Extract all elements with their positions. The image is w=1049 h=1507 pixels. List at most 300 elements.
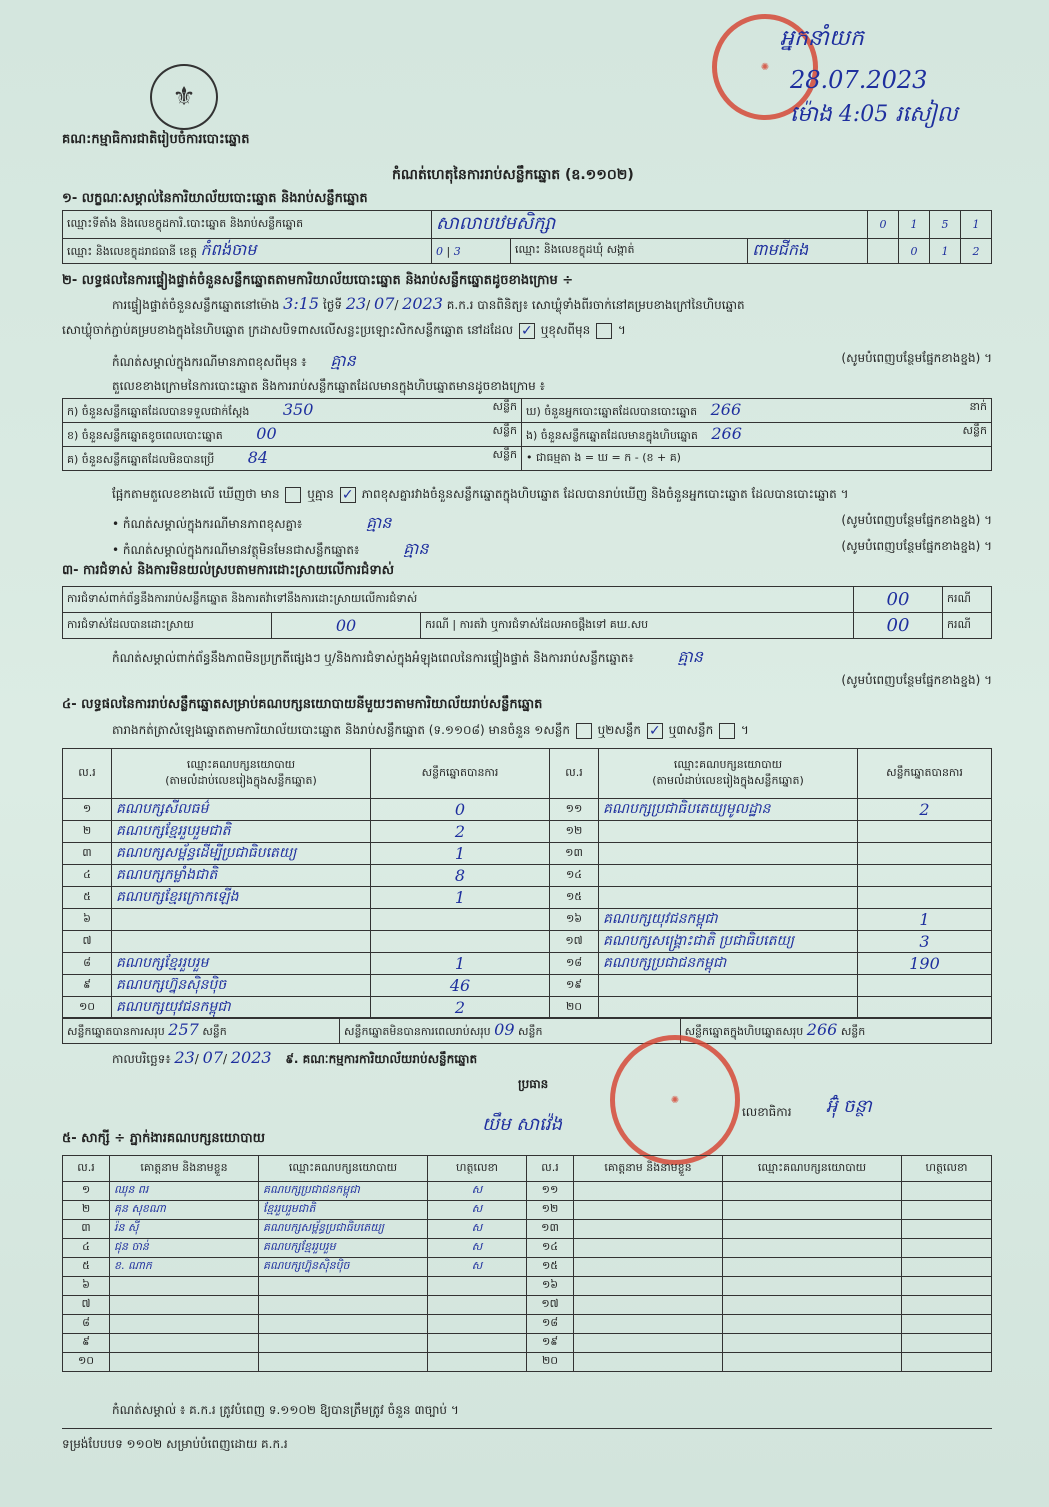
col-no: ល.រ [550,749,599,799]
verify-date-label: ថ្ងៃទី [322,298,342,312]
party-name [599,821,858,843]
footer-text: ទម្រង់បែបបទ ១១០២ សម្រាប់បំពេញដោយ គ.ក.រ [62,1437,288,1451]
row-no: ១៨ [550,953,599,975]
row-no: ១៥ [527,1258,574,1277]
witness-signature [428,1277,527,1296]
results-row [63,953,992,975]
bullet1-value: គ្មាន [366,513,392,532]
party-votes: 3 [858,931,992,953]
witness-party [259,1353,428,1372]
party-votes: 1 [371,887,550,909]
witness-row [63,1258,992,1277]
received-date: 28.07.2023 [790,66,928,94]
row-no: ១៨ [527,1315,574,1334]
station-label: ឈ្មោះទីតាំង និងលេខក្ខុដការិ.បោះឆ្នោត និងរាប់សន្លឹកឆ្នោត [63,211,432,239]
compare-line [112,486,849,504]
count-e-label: ង) ចំនួនសន្លឹកឆ្នោតដែលមានក្នុងហិបឆ្នោត [526,429,698,442]
witness-name [574,1182,723,1201]
total-invalid-value: 09 [494,1020,515,1039]
row-no: ២ [63,1201,110,1220]
party-votes: 190 [858,953,992,975]
col-sign: ហត្ថលេខា [902,1156,992,1182]
row-no: ១៣ [550,843,599,865]
verify-line: ការផ្ទៀងផ្ទាត់ចំនួនសន្លឹកឆ្នោតនៅម៉ោង 3:15 ថ្ងៃទី 23/ 07/ 2023 គ.ក.រ បានពិនិត្យ៖ សោឃ្លុំទាំងពីរចាក់នៅគម្របខាងក្រៅនៃហិបឆ្នោត [112,294,745,313]
formula: • ជាធម្មតា ង = ឃ = ក - (ខ + គ) [522,447,992,471]
witness-signature [428,1296,527,1315]
results-row [63,931,992,953]
province-code-digit: 0 [436,244,443,258]
damaged-label: ឬខុសពីមុន [540,323,591,337]
signing-month: 07 [202,1048,223,1067]
witness-party [259,1277,428,1296]
damaged-checkbox[interactable] [596,323,612,339]
row-no: ៥ [63,887,112,909]
row-no: ៨ [63,1315,110,1334]
witness-row [63,1315,992,1334]
official-seal-bottom: ✺ [610,1035,740,1165]
counts-table [62,398,992,471]
counts-intro: តួលេខខាងក្រោមនៃការបោះឆ្នោត និងការរាប់សន្លឹកឆ្នោតដែលមានក្នុងហិបឆ្នោតមានដូចខាងក្រោម ៖ [112,379,545,393]
col-name: គោត្តនាម និងនាមខ្លួន [574,1156,723,1182]
commune-value: ពាមជីកង [748,239,868,264]
complaint-note-hint: (សូមបំពេញបន្ថែមផ្នែកខាងខ្នង) ។ [841,673,992,687]
witness-signature: ស [428,1201,527,1220]
witness-name [574,1353,723,1372]
party-name [599,975,858,997]
unit-label: សន្លឹក [518,1025,543,1038]
witness-party: ខ្មែររួបរួមជាតិ [259,1201,428,1220]
row-no: ១១ [550,799,599,821]
witness-name [110,1277,259,1296]
verify-para1: គ.ក.រ បានពិនិត្យ៖ សោឃ្លុំទាំងពីរចាក់នៅគម្របខាងក្រៅនៃហិបឆ្នោត [446,298,745,312]
col-party: ឈ្មោះគណបក្សនយោបាយ [259,1156,428,1182]
note1-label: កំណត់សម្គាល់ក្នុងករណីមានភាពខុសពីមុន ៖ [112,355,307,369]
party-votes [858,997,992,1019]
witness-name: រ៉ន ស៊ី [110,1220,259,1239]
col-party: ឈ្មោះគណបក្សនយោបាយ [186,757,296,771]
form-title: កំណត់ហេតុនៃការរាប់សន្លឹកឆ្នោត (ឧ.១១០២) [392,167,634,183]
witness-signature [902,1220,992,1239]
secretary-label: លេខាធិការ [742,1105,792,1119]
row-no: ១៩ [527,1334,574,1353]
verify-time-label: ការផ្ទៀងផ្ទាត់ចំនួនសន្លឹកឆ្នោតនៅម៉ោង [112,298,280,312]
complaint-r2b-value: 00 [854,613,943,639]
count-d-value: 266 [710,400,742,419]
results-body [63,799,992,1019]
witness-name: ជុន ចាន់ [110,1239,259,1258]
party-name [599,865,858,887]
row-no: ១៥ [550,887,599,909]
results-row [63,997,992,1019]
no-diff-label: ឬគ្មាន [307,487,334,501]
three-sheet-label: ឬ៣សន្លឹក [668,723,714,737]
row-no: ១២ [550,821,599,843]
signing-day: 23 [174,1048,195,1067]
party-votes [858,975,992,997]
witness-signature: ស [428,1239,527,1258]
witness-party [723,1239,902,1258]
witness-name [110,1296,259,1315]
count-b-value: 00 [256,424,277,443]
row-no: ៤ [63,865,112,887]
witness-note: កំណត់សម្គាល់ ៖ គ.ក.រ ត្រូវបំពេញ ទ.១១០២ ឱ្យបានត្រឹមត្រូវ ចំនួន ៣ច្បាប់ ។ [112,1403,459,1417]
total-valid-value: 257 [168,1020,199,1039]
complaint-r1-label: ការជំទាស់ពាក់ព័ន្ធនឹងការរាប់សន្លឹកឆ្នោត និងការតវ៉ាទៅនឹងការដោះស្រាយលើការជំទាស់ [63,587,854,613]
complaint-note-value: គ្មាន [677,647,703,666]
witness-party [259,1315,428,1334]
witness-name [574,1258,723,1277]
witness-party [723,1258,902,1277]
witness-row [63,1296,992,1315]
note1-value: គ្មាន [330,351,356,370]
row-no: ១៣ [527,1220,574,1239]
party-name [599,843,858,865]
row-no: ១៤ [550,865,599,887]
results-row [63,887,992,909]
witness-signature [902,1201,992,1220]
unit-label: សន្លឹក [492,424,517,437]
witness-signature [902,1258,992,1277]
col-sign: ហត្ថលេខា [428,1156,527,1182]
commune-code-digit: 2 [961,239,992,264]
witness-name [574,1220,723,1239]
row-no: ១ [63,799,112,821]
witness-signature [902,1182,992,1201]
party-votes: 1 [858,909,992,931]
bullet2-line [112,538,992,562]
row-no: ២០ [550,997,599,1019]
row-no: ១៦ [527,1277,574,1296]
three-sheet-checkbox[interactable] [719,723,735,739]
party-name: គណបក្សប្រជាជនកម្ពុជា [599,953,858,975]
chair-label: ប្រធាន [518,1077,549,1091]
bullet1-hint: (សូមបំពេញបន្ថែមផ្នែកខាងខ្នង) ។ [841,513,992,527]
tally-sheets-line: តារាងកត់ត្រាសំឡេងឆ្នោតតាមការិយាល័យបោះឆ្នោត និងរាប់សន្លឹកឆ្នោត (ទ.១១០៨) មានចំនួន ១សន្លឹក ឬ២សន្លឹក ✓ ឬ៣សន្លឹក ។ [112,722,749,739]
col-votes: សន្លឹកឆ្នោតបានការ [371,749,550,799]
results-row [63,843,992,865]
row-no: ២០ [527,1353,574,1372]
unit-case: ករណី [943,613,992,639]
bullet2-value: គ្មាន [403,539,429,558]
seal-line: សោឃ្លុំចាក់ភ្ជាប់គម្របខាងក្នុងនៃហិបឆ្នោត ក្រដាសបិទពាសលើសន្លះប្រឡោះសិកសន្លឹកឆ្នោត នៅដដែល ✓ ឬខុសពីមុន ។ [62,322,626,339]
section4-heading: ៤- លទ្ធផលនៃការរាប់សន្លឹកឆ្នោតសម្រាប់គណបក្សនយោបាយនីមួយៗតាមការិយាល័យរាប់សន្លឹកឆ្នោត [62,697,543,712]
total-box-label: សន្លឹកឆ្នោតក្នុងហិបឆ្នោតសរុប [684,1025,804,1038]
witness-party [723,1182,902,1201]
witness-name [110,1334,259,1353]
count-d-label: ឃ) ចំនួនអ្នកបោះឆ្នោតដែលបានបោះឆ្នោត [526,405,698,418]
row-no: ១១ [527,1182,574,1201]
party-name: គណបក្សខ្មែររួបរួម [112,953,371,975]
row-no: ១៧ [527,1296,574,1315]
witness-table [62,1155,992,1372]
witness-name [574,1239,723,1258]
results-row [63,799,992,821]
section5-heading: ៥- សាក្សី ÷ ភ្នាក់ងារគណបក្សនយោបាយ [62,1131,265,1146]
party-votes: 2 [858,799,992,821]
complaint-r2b-label: ការតវ៉ា ឬការជំទាស់ដែលអាចផ្តឹងទៅ គឃ.សប [459,617,649,631]
party-name: គណបក្សសម្ព័ន្ធដើម្បីប្រជាធិបតេយ្យ [112,843,371,865]
verify-time-value: 3:15 [283,294,320,313]
unit-label: សន្លឹក [492,448,517,461]
bullet1-line [112,512,992,536]
row-no: ៣ [63,1220,110,1239]
station-code-digit: 1 [961,211,992,239]
witness-name [574,1201,723,1220]
commune-label: ឈ្មោះ និងលេខក្ខុដឃុំ សង្កាត់ [511,239,748,264]
intact-checkbox[interactable]: ✓ [519,323,535,339]
section2-heading: ២- លទ្ធផលនៃការផ្ទៀងផ្ទាត់ចំនួនសន្លឹកឆ្នោតតាមការិយាល័យបោះឆ្នោត និងរាប់សន្លឹកឆ្នោតដូចខាងក្រោម ÷ [62,273,574,288]
witness-signature [902,1239,992,1258]
party-votes: 1 [371,953,550,975]
party-name [112,931,371,953]
row-no: ៩ [63,1334,110,1353]
count-a-value: 350 [282,400,314,419]
witness-name [574,1277,723,1296]
col-party: ឈ្មោះគណបក្សនយោបាយ [673,757,783,771]
note1-line [112,350,992,374]
row-no: ៤ [63,1239,110,1258]
two-sheet-label: ឬ២សន្លឹក [597,723,642,737]
party-votes: 1 [371,843,550,865]
party-votes [858,887,992,909]
witness-name: ខ. ណាក [110,1258,259,1277]
signing-year: 2023 [230,1048,272,1067]
tally-intro: តារាងកត់ត្រាសំឡេងឆ្នោតតាមការិយាល័យបោះឆ្នោត និងរាប់សន្លឹកឆ្នោត (ទ.១១០៨) មានចំនួន ១សន្លឹក [112,723,570,737]
witness-party [723,1296,902,1315]
witness-party [723,1334,902,1353]
witness-signature: ស [428,1220,527,1239]
witness-body [63,1182,992,1372]
province-code-digit: 3 [453,244,461,258]
witness-party [723,1220,902,1239]
party-name [599,887,858,909]
commission-label: ៩. គណៈកម្មការការិយាល័យរាប់សន្លឹកឆ្នោត [285,1052,478,1066]
verify-month: 07 [374,294,395,313]
row-no: ៣ [63,843,112,865]
bullet1-label: • កំណត់សម្គាល់ក្នុងករណីមានភាពខុសគ្នា៖ [112,517,303,531]
col-no: ល.រ [63,1156,110,1182]
complaint-note-line [112,646,992,670]
witness-party: គណបក្សខ្មែររួបរួម [259,1239,428,1258]
results-row [63,909,992,931]
witness-name [574,1315,723,1334]
party-votes [371,931,550,953]
bullet2-hint: (សូមបំពេញបន្ថែមផ្នែកខាងខ្នង) ។ [841,539,992,553]
complaint-r1-value: 00 [854,587,943,613]
results-table [62,748,992,1019]
chair-name: យឹម សាវ៉េង [482,1114,562,1135]
row-no: ៧ [63,1296,110,1315]
party-name: គណបក្សសង្គ្រោះជាតិ ប្រជាធិបតេយ្យ [599,931,858,953]
witness-signature [902,1353,992,1372]
witness-row [63,1239,992,1258]
witness-row [63,1201,992,1220]
party-name: គណបក្សខ្មែររួបរួមជាតិ [112,821,371,843]
witness-row [63,1353,992,1372]
total-invalid-label: សន្លឹកឆ្នោតមិនបានការពេលរាប់សរុប [344,1025,491,1038]
no-diff-checkbox[interactable]: ✓ [340,487,356,503]
unit-label: សន្លឹក [962,424,987,437]
party-name: គណបក្សយុវជនកម្ពុជា [112,997,371,1019]
compare-text: ផ្អែកតាមតួលេខខាងលើ ឃើញថា មាន [112,487,280,501]
witness-row [63,1220,992,1239]
section1-heading: ១- លក្ខណៈសម្គាល់នៃការិយាល័យបោះឆ្នោត និងរាប់សន្លឹកឆ្នោត [62,191,368,206]
witness-name [110,1315,259,1334]
witness-signature [902,1277,992,1296]
row-no: ៦ [63,909,112,931]
received-signature: អ្នកនាំយក [780,26,864,51]
party-votes [858,865,992,887]
results-row [63,865,992,887]
witness-party: គណបក្សប្រជាជនកម្ពុជា [259,1182,428,1201]
row-no: ១៧ [550,931,599,953]
col-no: ល.រ [527,1156,574,1182]
party-name: គណបក្សសីលធម៌ [112,799,371,821]
nec-logo-icon: ⚜ [150,64,218,130]
complaints-table: ការជំទាស់ពាក់ព័ន្ធនឹងការរាប់សន្លឹកឆ្នោត និងការតវ៉ាទៅនឹងការដោះស្រាយលើការជំទាស់ 00 ករណី ការជំទាស់ដែលបានដោះស្រាយ 00 ករណី | ការតវ៉ា ឬការជំទាស់ដែលអាចផ្តឹងទៅ គឃ.សប 00 ករណី [62,586,992,639]
official-seal-top: ✺ [712,14,818,120]
witness-name [110,1353,259,1372]
witness-signature [902,1334,992,1353]
party-votes: 46 [371,975,550,997]
secretary-name: អ៊ុំ ចន្ថា [826,1096,872,1117]
witness-signature [902,1296,992,1315]
unit-label: សន្លឹក [202,1025,227,1038]
results-row [63,975,992,997]
commune-code-digit: 0 [899,239,930,264]
station-name-value: សាលាបឋមសិក្សា [436,213,556,234]
col-party: ឈ្មោះគណបក្សនយោបាយ [723,1156,902,1182]
party-votes [858,821,992,843]
unit-label: នាក់ [969,400,987,413]
count-b-label: ខ) ចំនួនសន្លឹកឆ្នោតខូចពេលបោះឆ្នោត [67,429,223,442]
witness-name [574,1296,723,1315]
station-code-digit: 1 [899,211,930,239]
party-name: គណបក្សខ្មែរក្រោកឡើង [112,887,371,909]
witness-signature: ស [428,1258,527,1277]
witness-row [63,1334,992,1353]
row-no: ៩ [63,975,112,997]
total-box-value: 266 [806,1020,838,1039]
party-votes: 0 [371,799,550,821]
col-party-sub: (តាមលំដាប់លេខរៀងក្នុងសន្លឹកឆ្នោត) [165,773,317,787]
col-name: គោត្តនាម និងនាមខ្លួន [110,1156,259,1182]
witness-party [723,1201,902,1220]
complaint-r2-value: 00 [272,613,421,639]
witness-row [63,1277,992,1296]
party-name: គណបក្សប្រជាធិបតេយ្យមូលដ្ឋាន [599,799,858,821]
row-no: ៥ [63,1258,110,1277]
bullet2-label: • កំណត់សម្គាល់ក្នុងករណីមានវត្ថុមិនមែនជាសន្លឹកឆ្នោត៖ [112,543,360,557]
witness-party: គណបក្សហ្វ៊ុនស៊ិនប៉ិច [259,1258,428,1277]
witness-party [723,1353,902,1372]
total-valid-label: សន្លឹកឆ្នោតបានការសរុប [67,1025,165,1038]
witness-party [259,1334,428,1353]
witness-name [574,1334,723,1353]
count-a-label: ក) ចំនួនសន្លឹកឆ្នោតដែលបានទទួលជាក់ស្តែង [67,405,250,418]
station-info-table: ឈ្មោះទីតាំង និងលេខក្ខុដការិ.បោះឆ្នោត និងរាប់សន្លឹកឆ្នោត សាលាបឋមសិក្សា 0 1 5 1 ឈ្មោះ និងលេខក្ខុដរាជធានី ខេត្ត កំពង់ចាម 0 | 3 ឈ្មោះ និងលេខក្ខុដឃុំ សង្កាត់ ពាមជីកង 0 1 2 [62,210,992,264]
party-votes [858,843,992,865]
section3-heading: ៣- ការជំទាស់ និងការមិនយល់ស្របតាមការដោះស្រាយលើការជំទាស់ [62,563,394,578]
party-name [112,909,371,931]
row-no: ៧ [63,931,112,953]
row-no: ១០ [63,1353,110,1372]
province-value: កំពង់ចាម [200,240,257,259]
party-votes: 2 [371,821,550,843]
has-diff-checkbox[interactable] [285,487,301,503]
row-no: ១២ [527,1201,574,1220]
party-votes: 2 [371,997,550,1019]
witness-signature [428,1353,527,1372]
verify-year: 2023 [402,294,443,313]
row-no: ២ [63,821,112,843]
witness-signature [428,1334,527,1353]
row-no: ១០ [63,997,112,1019]
witness-name: គុន សុខណា [110,1201,259,1220]
signing-date-label: កាលបរិច្ឆេទ៖ [112,1052,171,1066]
complaint-r2-label: ការជំទាស់ដែលបានដោះស្រាយ [63,613,272,639]
commune-code-digit: 1 [930,239,961,264]
witness-row [63,1182,992,1201]
witness-name: ឈុន ពរ [110,1182,259,1201]
org-name: គណ:កម្មាធិការជាតិរៀបចំការបោះឆ្នោត [62,132,250,147]
row-no: ១៩ [550,975,599,997]
results-row [63,821,992,843]
row-no: ៦ [63,1277,110,1296]
count-c-label: គ) ចំនួនសន្លឹកឆ្នោតដែលមិនបានប្រើ [67,453,215,466]
count-e-value: 266 [711,424,742,443]
compare-rest: ភាពខុសគ្នារវាងចំនួនសន្លឹកឆ្នោតក្នុងហិបឆ្នោត ដែលបានរាប់ឃើញ និងចំនួនអ្នកបោះឆ្នោត ដែលបានបោះឆ្នោត ។ [361,487,849,501]
party-name [599,997,858,1019]
party-name: គណបក្សកម្លាំងជាតិ [112,865,371,887]
unit-case: ករណី [425,617,449,631]
note1-hint: (សូមបំពេញបន្ថែមផ្នែកខាងខ្នង) ។ [841,351,992,365]
verify-day: 23 [345,294,367,313]
two-sheet-checkbox[interactable]: ✓ [647,723,663,739]
witness-signature: ស [428,1182,527,1201]
witness-party: គណបក្សសម្ព័ន្ធប្រជាធិបតេយ្យ [259,1220,428,1239]
footer-divider [62,1428,992,1429]
unit-case: ករណី [943,587,992,613]
station-code-digit: 5 [930,211,961,239]
row-no: ១ [63,1182,110,1201]
party-name: គណបក្សហ្វ៊ុនស៊ិនប៉ិច [112,975,371,997]
party-name: គណបក្សយុវជនកម្ពុជា [599,909,858,931]
signing-date-line: កាលបរិច្ឆេទ៖ 23/ 07/ 2023 ៩. គណៈកម្មការការិយាល័យរាប់សន្លឹកឆ្នោត [112,1048,478,1067]
station-code-digit: 0 [868,211,899,239]
count-c-value: 84 [247,448,269,467]
witness-signature [428,1315,527,1334]
unit-label: សន្លឹក [840,1025,866,1038]
row-no: ៨ [63,953,112,975]
party-votes: 8 [371,865,550,887]
one-sheet-checkbox[interactable] [576,723,592,739]
province-label: ឈ្មោះ និងលេខក្ខុដរាជធានី ខេត្ត [67,245,197,258]
col-party-sub: (តាមលំដាប់លេខរៀងក្នុងសន្លឹកឆ្នោត) [652,773,804,787]
witness-party [259,1296,428,1315]
row-no: ១៤ [527,1239,574,1258]
totals-table [62,1017,992,1044]
received-time: ម៉ោង 4:05 រសៀល [790,102,958,127]
col-votes: សន្លឹកឆ្នោតបានការ [858,749,992,799]
complaint-note-label: កំណត់សម្គាល់ពាក់ព័ន្ធនឹងភាពមិនប្រក្រតីផ្សេងៗ ឬ/និងការជំទាស់ក្នុងអំឡុងពេលនៃការផ្ទៀងផ្ទាត់ និងការរាប់សន្លឹកឆ្នោត៖ [112,651,634,665]
party-votes [371,909,550,931]
verify-para2: សោឃ្លុំចាក់ភ្ជាប់គម្របខាងក្នុងនៃហិបឆ្នោត ក្រដាសបិទពាសលើសន្លះប្រឡោះសិកសន្លឹកឆ្នោត នៅដដែល [62,323,514,337]
row-no: ១៦ [550,909,599,931]
witness-party [723,1315,902,1334]
witness-party [723,1277,902,1296]
unit-label: សន្លឹក [492,400,517,413]
